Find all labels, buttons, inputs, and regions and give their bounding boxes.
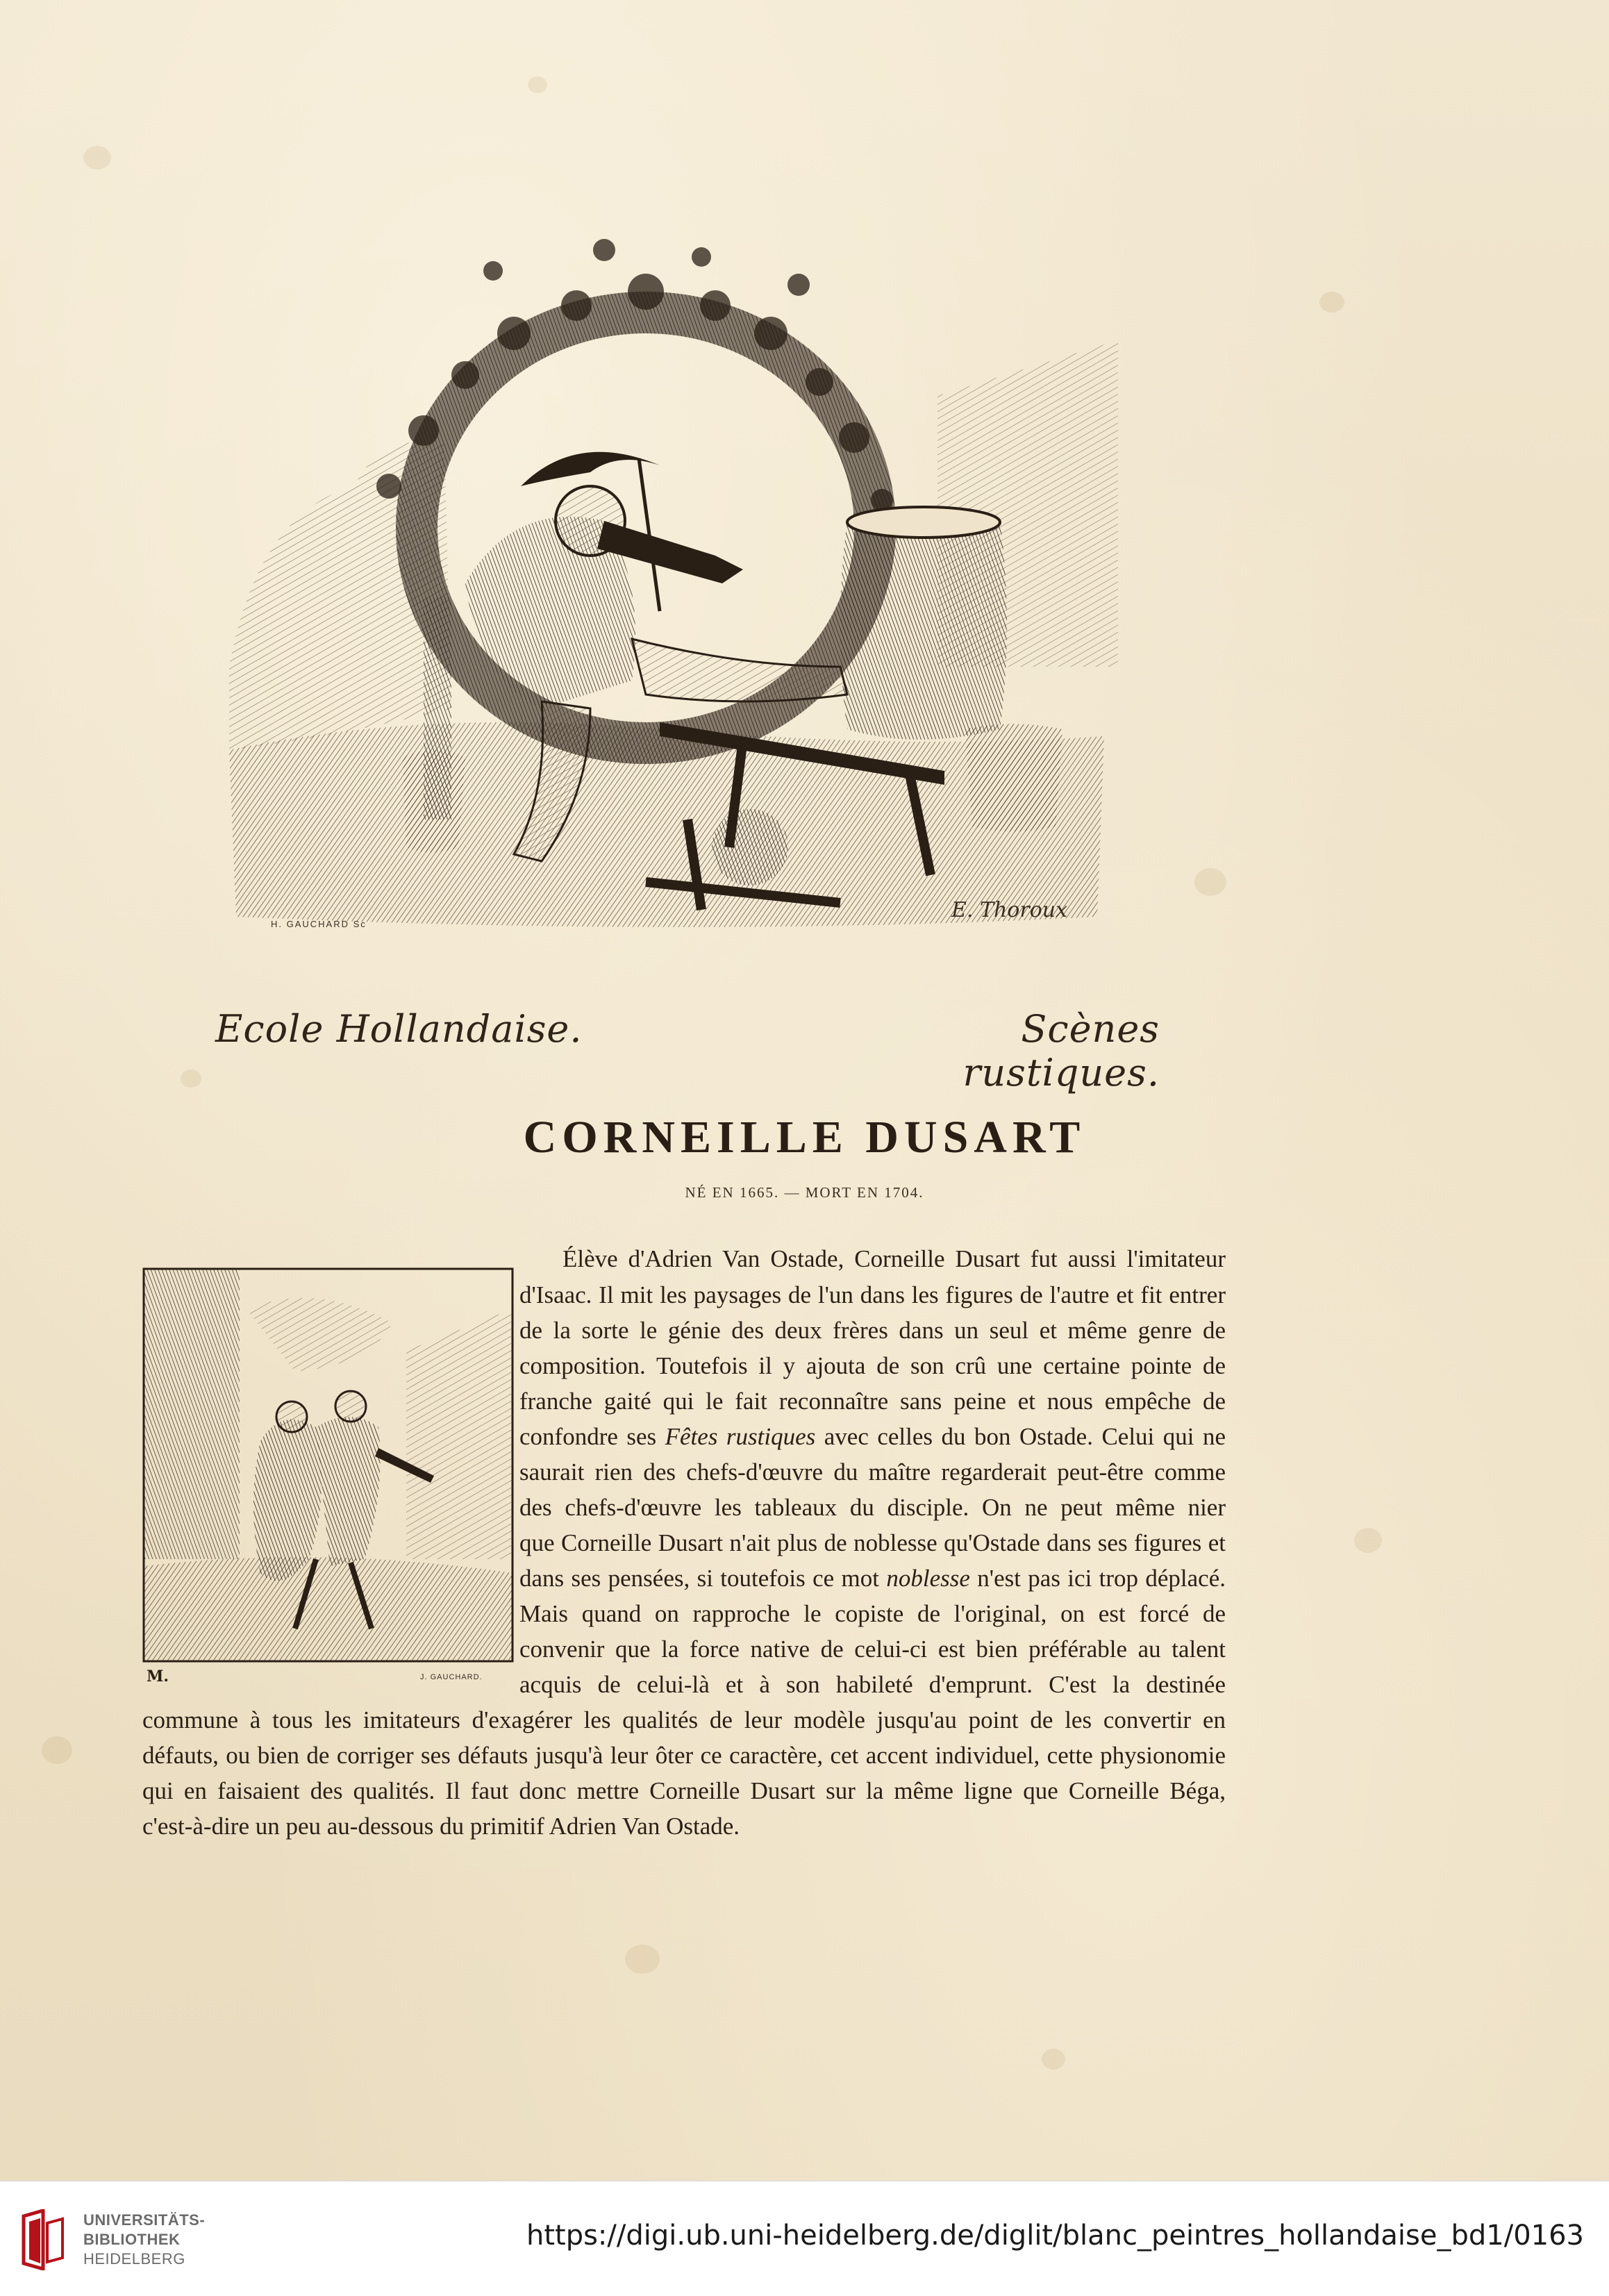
text-line-content: Élève d'Adrien Van Ostade, Corneille Dusart fut aussi l'imitateur: [562, 1245, 1226, 1272]
engraver-signature-small: J. GAUCHARD.: [420, 1673, 483, 1681]
text-line: d'Isaac. Il mit les paysages de l'un dans les figures de l'autre et fit entrer: [519, 1281, 1226, 1308]
monogram-signature: M.: [147, 1667, 169, 1686]
life-dates: NÉ EN 1665. — MORT EN 1704.: [685, 1184, 924, 1201]
foxing-spot: [83, 146, 111, 169]
school-label: Ecole Hollandaise.: [215, 1007, 583, 1051]
text-line: de la sorte le génie des deux frères dans un seul et même genre de: [519, 1317, 1226, 1344]
foxing-spot: [42, 1736, 72, 1764]
text-line: franche gaité qui le fait reconnaître sans peine et nous empêche de: [519, 1388, 1226, 1415]
text-line: que Corneille Dusart n'ait plus de noblesse qu'Ostade dans ses figures et: [519, 1529, 1226, 1556]
genre-label: Scènes rustiques.: [962, 1007, 1160, 1095]
foxing-spot: [528, 76, 547, 93]
text-fragment: avec celles du bon Ostade. Celui qui ne: [815, 1423, 1226, 1450]
library-name-line3: HEIDELBERG: [83, 2250, 185, 2268]
foxing-spot: [1354, 1528, 1382, 1553]
foxing-spot: [1319, 292, 1344, 313]
text-line: [519, 1423, 1226, 1459]
permalink-url[interactable]: https://digi.ub.uni-heidelberg.de/diglit/blanc_peintres_hollandaise_bd1/0163: [526, 2220, 1584, 2252]
library-name-line1: UNIVERSITÄTS-: [83, 2211, 206, 2229]
text-line: convenir que la force native de celui-ci est bien préférable au talent: [519, 1636, 1226, 1663]
text-fragment: dans ses pensées, si toutefois ce mot: [519, 1565, 887, 1592]
university-library-logo-icon[interactable]: [19, 2209, 68, 2270]
engraving-violinist: [215, 222, 1118, 945]
foxing-spot: [625, 1945, 660, 1974]
library-name[interactable]: [83, 2211, 205, 2269]
text-line: acquis de celui-là et à son habileté d'emprunt. C'est la destinée: [519, 1671, 1226, 1698]
italic-term: Fêtes rustiques: [665, 1423, 816, 1450]
text-line: commune à tous les imitateurs d'exagérer les qualités de leur modèle jusqu'au point de les convertir en: [142, 1706, 1226, 1733]
engraving-dancing-couple: [142, 1267, 514, 1691]
page-title: CORNEILLE DUSART: [523, 1112, 1086, 1163]
foxing-spot: [1042, 2049, 1065, 2070]
text-line: qui en faisaient des qualités. Il faut donc mettre Corneille Dusart sur la même ligne que Corneille Béga,: [142, 1777, 1226, 1804]
text-fragment: confondre ses: [519, 1423, 665, 1450]
library-name-line2: BIBLIOTHEK: [83, 2231, 181, 2248]
text-line: défauts, ou bien de corriger ses défauts jusqu'à leur ôter ce caractère, cet accent individuel, cette physionomie: [142, 1742, 1226, 1769]
italic-term: noblesse: [886, 1565, 970, 1592]
text-line: des chefs-d'œuvre les tableaux du disciple. On ne peut même nier: [519, 1494, 1226, 1521]
artist-signature: E. Thoroux: [951, 898, 1068, 922]
foxing-spot: [1194, 868, 1226, 896]
text-line: [542, 1245, 1226, 1281]
text-line-last: c'est-à-dire un peu au-dessous du primitif Adrien Van Ostade.: [142, 1813, 740, 1840]
text-fragment: n'est pas ici trop déplacé.: [969, 1565, 1226, 1592]
text-line: [519, 1565, 1226, 1601]
engraver-signature: H. GAUCHARD Sc: [271, 919, 367, 929]
text-line: Mais quand on rapproche le copiste de l'original, on est forcé de: [519, 1600, 1226, 1627]
text-line: composition. Toutefois il y ajouta de son crû une certaine pointe de: [519, 1352, 1226, 1379]
footer-bar: [0, 2181, 1609, 2296]
text-line: saurait rien des chefs-d'œuvre du maître regarderait peut-être comme: [519, 1458, 1226, 1486]
foxing-spot: [181, 1070, 201, 1088]
